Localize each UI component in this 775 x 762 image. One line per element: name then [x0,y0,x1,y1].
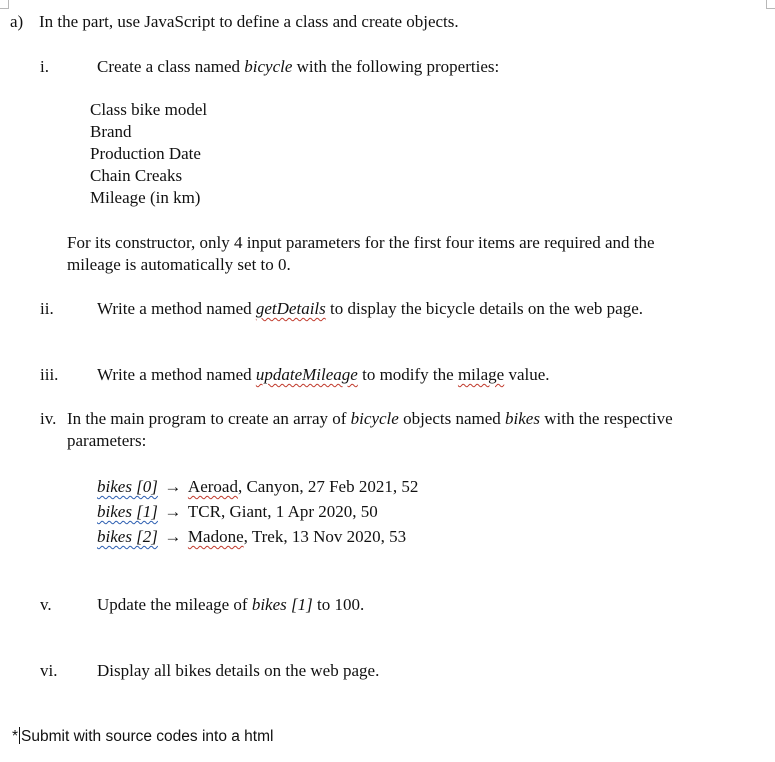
item-iii-text: Write a method named updateMileage to modify the milage value. [97,365,550,384]
constructor-line-1: For its constructor, only 4 input parameters for the first four items are required and the [67,233,655,252]
bike-model: Madone [187,527,244,546]
item-i-numeral: i. [40,57,49,76]
bike-ref: bikes [2] [97,527,158,546]
submission-note[interactable]: * Submit with source codes into a html [12,728,274,745]
item-v-text: Update the mileage of bikes [1] to 100. [97,595,365,614]
item-ii-numeral: ii. [40,299,54,318]
item-vi-text: Display all bikes details on the web page. [97,661,380,680]
bike-ref: bikes [1] [251,595,313,614]
arrow-right-icon: → [164,527,182,546]
part-a-intro: In the part, use JavaScript to define a class and create objects. [39,12,459,31]
property-item: Chain Creaks [90,166,183,185]
arrow-right-icon: → [164,502,182,521]
item-ii-text: Write a method named getDetails to display the bicycle details on the web page. [97,299,644,318]
item-i-text: Create a class named bicycle with the following properties: [97,57,500,76]
property-item: Mileage (in km) [90,188,201,207]
part-a-label: a) [10,12,24,31]
text-cursor [19,727,20,744]
item-iv-line-2: parameters: [67,431,147,450]
bike-model: TCR [187,502,221,521]
property-item: Class bike model [90,100,208,119]
constructor-line-2: mileage is automatically set to 0. [67,255,291,274]
item-iii-numeral: iii. [40,365,59,384]
property-item: Brand [90,122,132,141]
bike-row: bikes [1] → TCR, Giant, 1 Apr 2020, 50 [97,502,378,521]
bike-model: Aeroad [187,477,238,496]
bike-row: bikes [2] → Madone, Trek, 13 Nov 2020, 53 [97,527,407,546]
crop-mark-top-right [766,0,775,9]
method-getdetails: getDetails [255,299,326,318]
crop-mark-top-left [0,0,9,9]
class-name: bicycle [244,57,293,76]
method-updatemileage: updateMileage [255,365,358,384]
bike-ref: bikes [0] [97,477,158,496]
milage-word: milage [457,365,505,384]
arrow-right-icon: → [164,477,182,496]
item-vi-numeral: vi. [40,661,58,680]
bike-row: bikes [0] → Aeroad, Canyon, 27 Feb 2021, 52 [97,477,419,496]
property-item: Production Date [90,144,201,163]
item-v-numeral: v. [40,595,52,614]
item-iv-line-1: In the main program to create an array of bicycle objects named bikes with the respective [67,409,673,428]
item-iv-numeral: iv. [40,409,57,428]
bike-ref: bikes [1] [97,502,158,521]
